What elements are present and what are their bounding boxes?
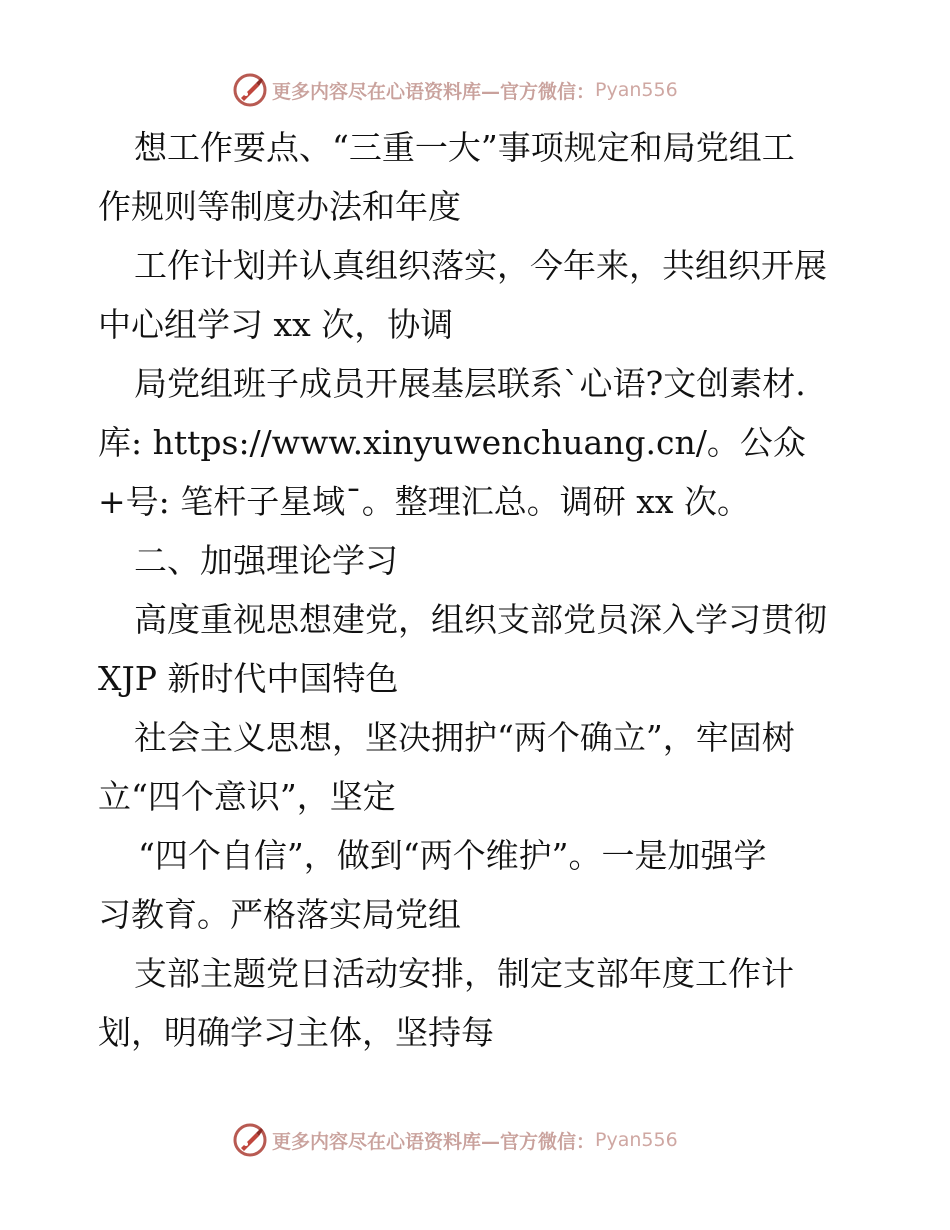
body-line: 想工作要点、“三重一大”事项规定和局党组工 (134, 128, 795, 167)
header-banner (232, 72, 678, 108)
body-line: 社会主义思想，坚决拥护“两个确立”，牢固树 (134, 718, 795, 757)
body-line: XJP 新时代中国特色 (98, 659, 399, 698)
banner-text: 更多内容尽在心语资料库—官方微信： (272, 80, 596, 103)
body-line: 划，明确学习主体，坚持每 (98, 1013, 494, 1052)
pen-nib-circle-icon (232, 1122, 268, 1158)
pen-nib-circle-icon (232, 72, 268, 108)
body-line: +号: 笔杆子星域¯。整理汇总。调研 xx 次。 (98, 482, 750, 521)
banner-wechat-id: Pyan556 (595, 79, 678, 101)
body-line: 工作计划并认真组织落实，今年来，共组织开展 (134, 246, 827, 285)
body-line: 中心组学习 xx 次，协调 (98, 305, 454, 344)
body-line: 立“四个意识”，坚定 (98, 777, 396, 816)
footer-banner (232, 1122, 678, 1158)
section-heading: 二、加强理论学习 (134, 541, 398, 580)
body-line: 库: https://www.xinyuwenchuang.cn/。公众 (98, 423, 806, 462)
body-line: 作规则等制度办法和年度 (98, 187, 461, 226)
body-line: 高度重视思想建党，组织支部党员深入学习贯彻 (134, 600, 827, 639)
body-line: “四个自信”，做到“两个维护”。一是加强学 (138, 836, 767, 875)
banner-wechat-id: Pyan556 (595, 1129, 678, 1151)
banner-text: 更多内容尽在心语资料库—官方微信： (272, 1130, 596, 1153)
body-line: 习教育。严格落实局党组 (98, 895, 461, 934)
body-line: 局党组班子成员开展基层联系`心语?文创素材. (134, 364, 806, 403)
document-body (98, 118, 858, 1062)
body-line: 支部主题党日活动安排，制定支部年度工作计 (134, 954, 794, 993)
